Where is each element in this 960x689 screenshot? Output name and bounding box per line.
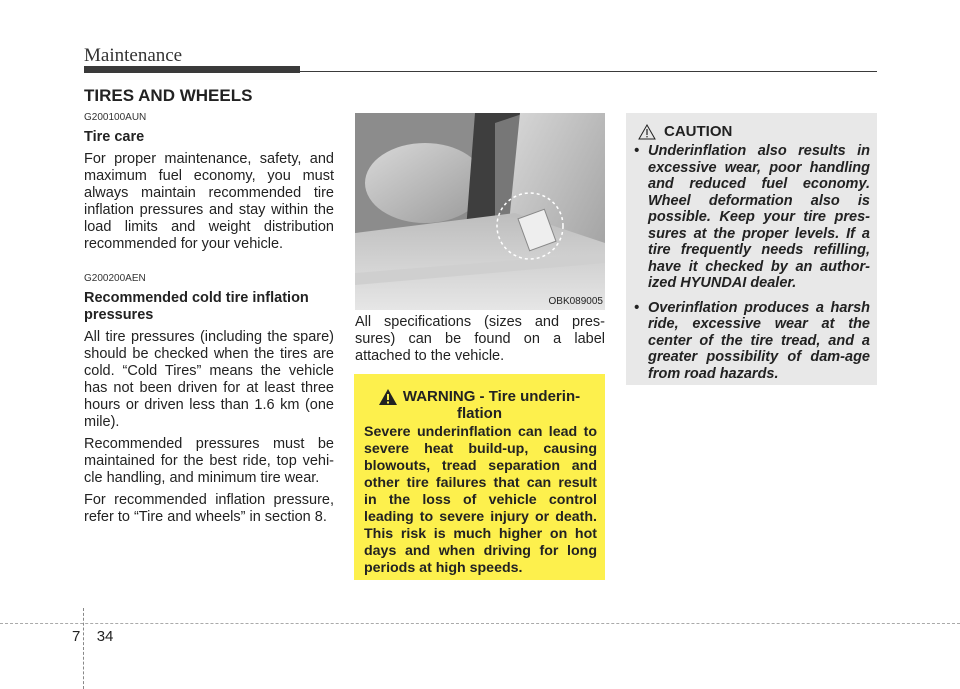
- left-column: [84, 108, 334, 526]
- caution-title: [626, 123, 877, 140]
- figure-caption-block: [355, 314, 605, 365]
- caution-list: [634, 143, 870, 390]
- page-number-value: 34: [96, 628, 114, 645]
- tire-care-body: For proper maintenance, safety, and maximum fuel economy, you must always maintain recommended tire inflation pressures and stay within the load limits and weight distribution recommended for your vehicle.: [84, 151, 334, 252]
- warning-box: [354, 374, 605, 580]
- cold-tire-p1: All tire pressures (including the spare) should be checked when the tires are cold. “Cold Tires” means the vehicle has not been driven for at least three hours or driven less than 1.6 km (one mile).: [84, 329, 334, 430]
- caution-item-text: Underinflation also results in excessive wear, poor handling and reduced fuel economy. Wheel deformation also is possible. Keep your tire pres-sures at the proper levels. If a tire frequently needs refilling, have it checked by an author-ized HYUNDAI dealer.: [648, 143, 870, 291]
- warning-title: [354, 388, 605, 422]
- cold-tire-p2: Recommended pressures must be maintained for the best ride, top vehi-cle handling, and minimum tire wear.: [84, 436, 334, 486]
- footer-rule: [0, 623, 960, 625]
- warning-triangle-icon: [379, 389, 397, 405]
- warning-title-line1: WARNING - Tire underin-: [402, 388, 581, 405]
- warning-body: Severe underinflation can lead to severe heat build-up, causing blowouts, tread separation and other tire failures that can result in the loss of vehicle control leading to severe injury or death. This risk is much higher on hot days and when driving for long periods at high speeds.: [364, 424, 597, 576]
- caution-item-text: Overinflation produces a harsh ride, excessive wear at the center of the tire tread, and a greater possibility of dam-age from road hazards.: [648, 299, 870, 382]
- caution-triangle-icon: [638, 124, 656, 140]
- caution-box: [626, 113, 877, 385]
- header-bar: [84, 66, 300, 73]
- cold-tire-code: G200200AEN: [84, 273, 146, 284]
- cold-tire-heading: Recommended cold tire inflation pressures: [84, 290, 309, 323]
- bullet-icon: •: [634, 299, 640, 316]
- section-title: TIRES AND WHEELS: [84, 86, 253, 105]
- footer-divider: [83, 608, 85, 689]
- figure-code: OBK089005: [548, 296, 603, 307]
- header-title: Maintenance: [84, 45, 183, 66]
- tire-care-heading: Tire care: [84, 129, 145, 145]
- header-rule: [300, 71, 877, 72]
- page-number: [72, 628, 113, 645]
- figure-caption: All specifications (sizes and pres-sures) can be found on a label attached to the vehicle.: [355, 314, 605, 364]
- caution-item-underinflation: [634, 143, 870, 292]
- door-jamb-illustration: [355, 113, 605, 310]
- door-label-photo: [355, 113, 605, 310]
- bullet-icon: •: [634, 143, 640, 159]
- caution-item-overinflation: [634, 300, 870, 383]
- tire-care-code: G200100AUN: [84, 112, 147, 123]
- caution-title-text: CAUTION: [664, 123, 733, 140]
- chapter-number: 7: [72, 628, 81, 645]
- cold-tire-p3: For recommended inflation pressure, refer to “Tire and wheels” in section 8.: [84, 492, 334, 525]
- warning-title-line2: flation: [457, 405, 502, 422]
